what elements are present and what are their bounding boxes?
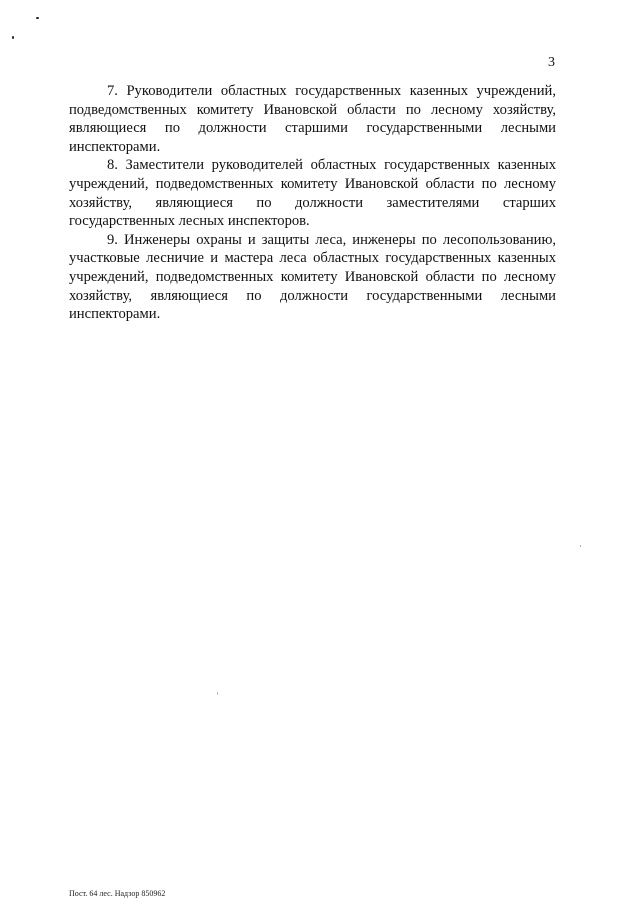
paragraph-item-8: 8. Заместители руководителей областных государственных казенных учреждений, подведомственных комитету Ивановской области по лесному хозяйству, являющиеся по должности заместителями старших государственных лесных инспекторов. bbox=[69, 157, 556, 230]
scan-speck bbox=[12, 36, 14, 39]
scan-speck bbox=[217, 692, 218, 695]
scan-speck bbox=[36, 17, 39, 19]
paragraph-item-7: 7. Руководители областных государственных казенных учреждений, подведомственных комитету Ивановской области по лесному хозяйству, являющиеся по должности старшими государственными лесными инспекторами. bbox=[69, 83, 556, 155]
paragraph-item-9: 9. Инженеры охраны и защиты леса, инженеры по лесопользованию, участковые лесничие и мастера леса областных государственных казенных учреждений, подведомственных комитету Ивановской области по лесному хозяйству, являющиеся по должности государственными лесными инспекторами. bbox=[69, 231, 556, 323]
scan-speck bbox=[580, 545, 581, 547]
page-number: 3 bbox=[548, 55, 555, 70]
footer-reference: Пост. 64 лес. Надзор 850962 bbox=[69, 889, 166, 898]
document-body bbox=[69, 82, 556, 324]
